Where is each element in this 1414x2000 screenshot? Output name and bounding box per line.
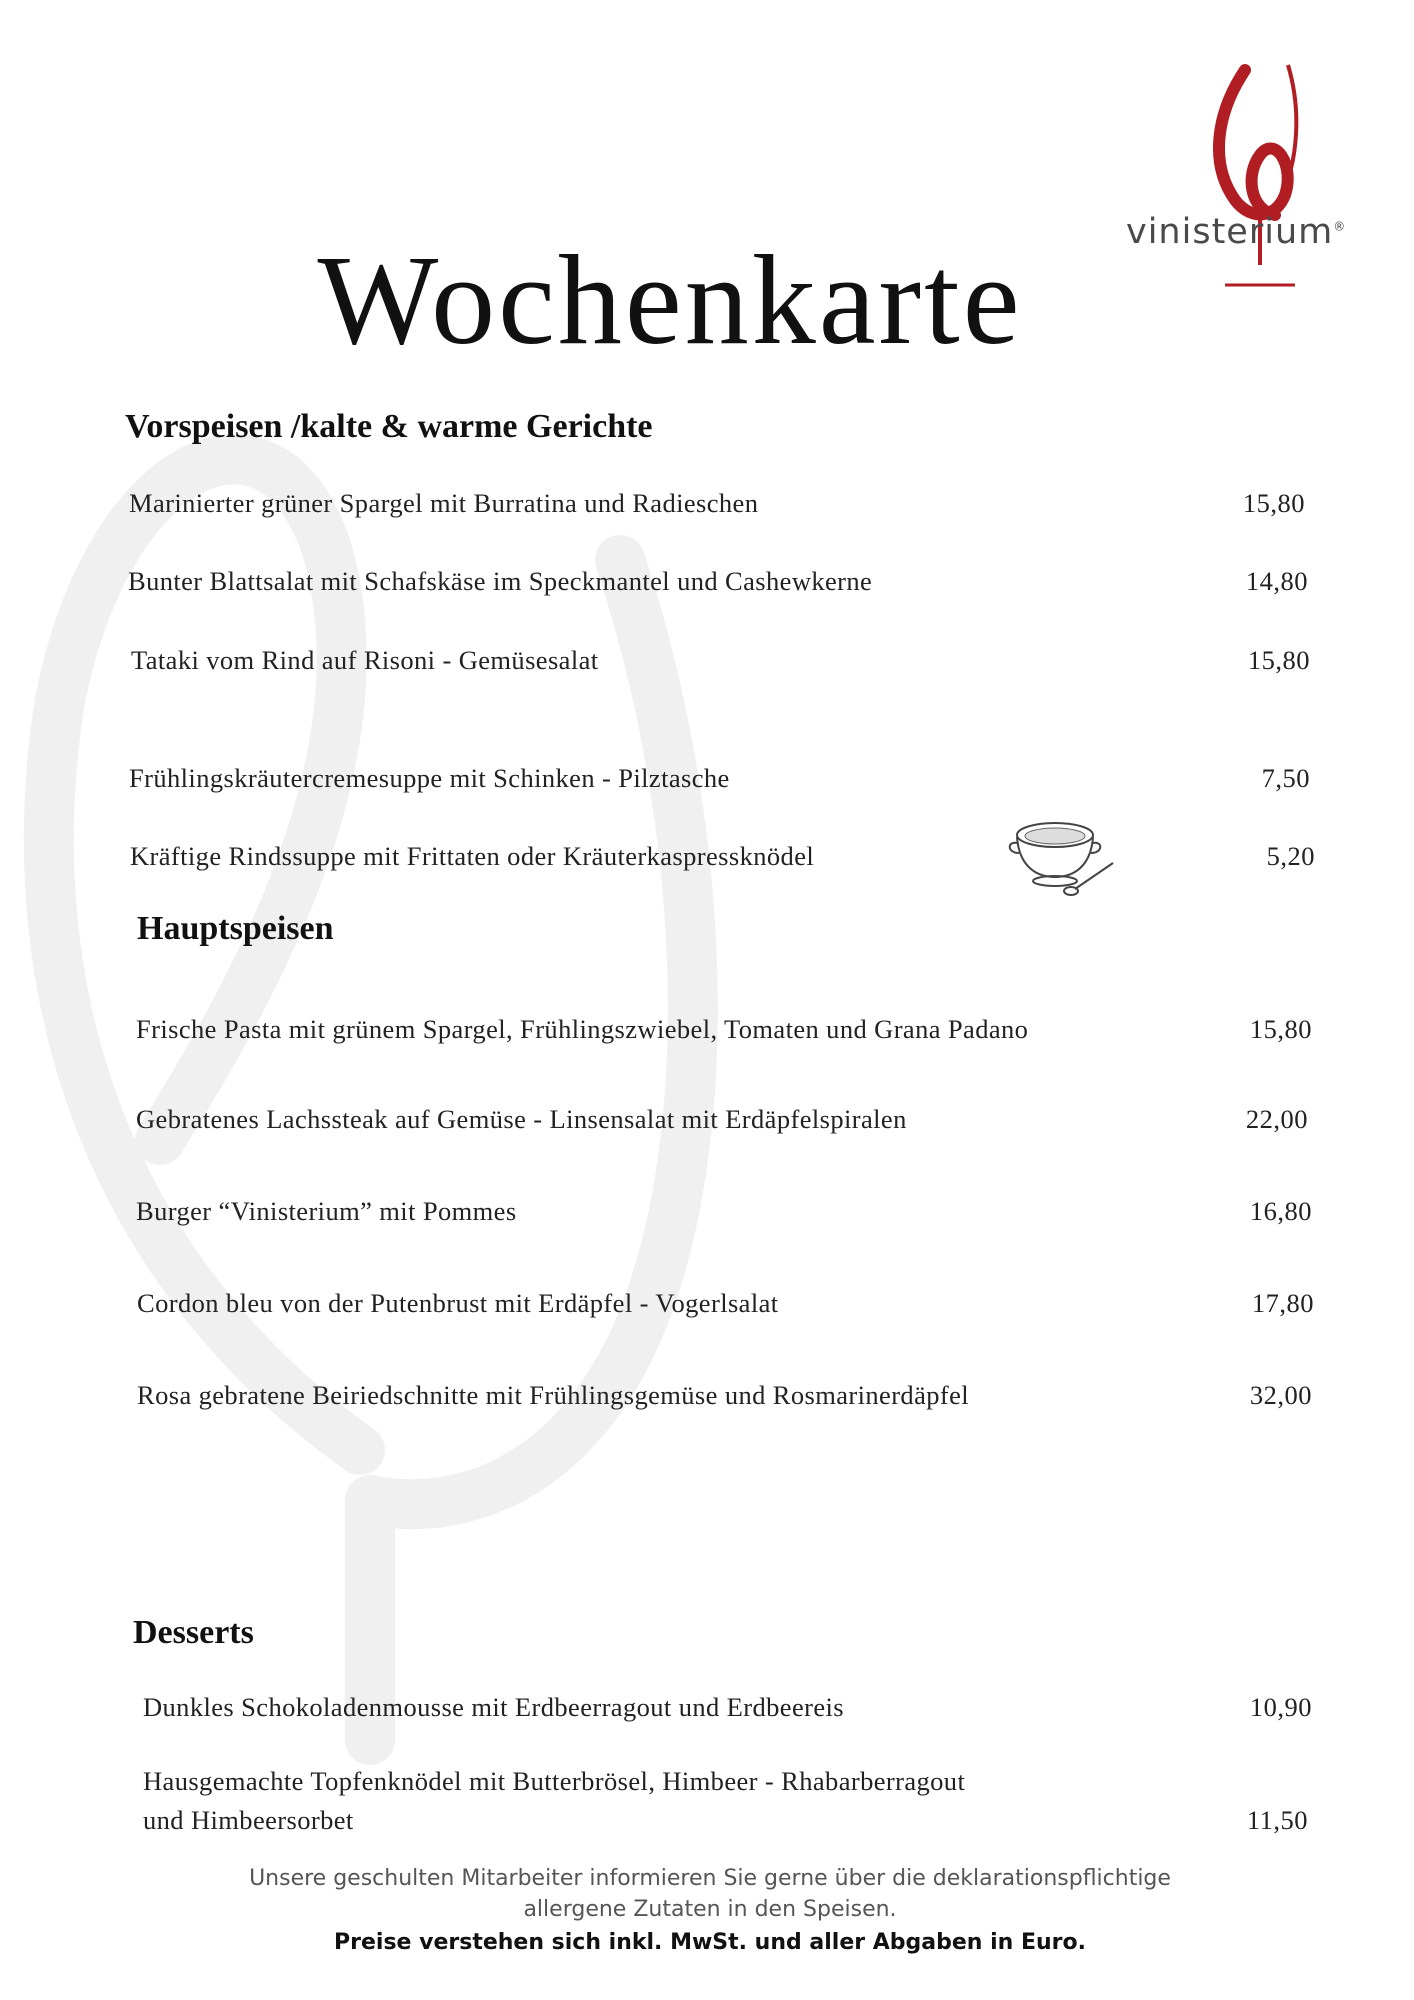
- menu-item-name: Burger “Vinisterium” mit Pommes: [136, 1196, 517, 1226]
- footer-price-note: Preise verstehen sich inkl. MwSt. und aller Abgaben in Euro.: [334, 1930, 1086, 1955]
- menu-item-price: 15,80: [1242, 488, 1305, 518]
- menu-item-price: 17,80: [1251, 1288, 1314, 1318]
- menu-item-name: Tataki vom Rind auf Risoni - Gemüsesalat: [131, 645, 599, 675]
- menu-item-price: 32,00: [1249, 1380, 1312, 1410]
- menu-item-name: Kräftige Rindssuppe mit Frittaten oder Kräuterkaspressknödel: [130, 841, 815, 871]
- menu-item-name: Frische Pasta mit grünem Spargel, Frühlingszwiebel, Tomaten und Grana Padano: [136, 1014, 1029, 1044]
- menu-item-name: Cordon bleu von der Putenbrust mit Erdäpfel - Vogerlsalat: [137, 1288, 779, 1318]
- footer-allergen-note-cont: allergene Zutaten in den Speisen.: [523, 1897, 897, 1922]
- menu-item-price: 10,90: [1249, 1692, 1312, 1722]
- menu-item-price: 15,80: [1249, 1014, 1312, 1044]
- soup-bowl-icon: [1005, 805, 1125, 900]
- menu-item-price: 14,80: [1245, 566, 1308, 596]
- menu-item-name: Bunter Blattsalat mit Schafskäse im Speckmantel und Cashewkerne: [128, 566, 873, 596]
- section-title-desserts: Desserts: [133, 1614, 254, 1651]
- menu-item-name: Frühlingskräutercremesuppe mit Schinken - Pilztasche: [129, 763, 730, 793]
- menu-item-price: 7,50: [1261, 763, 1310, 793]
- footer-allergen-note: Unsere geschulten Mitarbeiter informieren Sie gerne über die deklarationspflichtige: [249, 1866, 1171, 1891]
- section-title-hauptspeisen: Hauptspeisen: [137, 910, 334, 947]
- menu-item-price: 5,20: [1266, 841, 1315, 871]
- section-title-vorspeisen: Vorspeisen /kalte & warme Gerichte: [125, 408, 653, 445]
- menu-item-name: Gebratenes Lachssteak auf Gemüse - Linsensalat mit Erdäpfelspiralen: [136, 1104, 907, 1134]
- menu-item-price: 22,00: [1245, 1104, 1308, 1134]
- menu-item-price: 11,50: [1246, 1805, 1308, 1835]
- menu-item-name-line1: Hausgemachte Topfenknödel mit Butterbrösel, Himbeer - Rhabarberragout: [143, 1766, 966, 1796]
- menu-item-name: Rosa gebratene Beiriedschnitte mit Frühlingsgemüse und Rosmarinerdäpfel: [137, 1380, 970, 1410]
- menu-item-name-line2: und Himbeersorbet: [143, 1805, 354, 1835]
- menu-item-name: Dunkles Schokoladenmousse mit Erdbeerragout und Erdbeereis: [143, 1692, 844, 1722]
- registered-mark: ®: [1333, 219, 1347, 234]
- brand-name: vinisterium: [1126, 212, 1334, 252]
- page-title: Wochenkarte: [317, 229, 1023, 371]
- menu-item-price: 15,80: [1247, 645, 1310, 675]
- menu-item-name: Marinierter grüner Spargel mit Burratina und Radieschen: [129, 488, 759, 518]
- menu-item-price: 16,80: [1249, 1196, 1312, 1226]
